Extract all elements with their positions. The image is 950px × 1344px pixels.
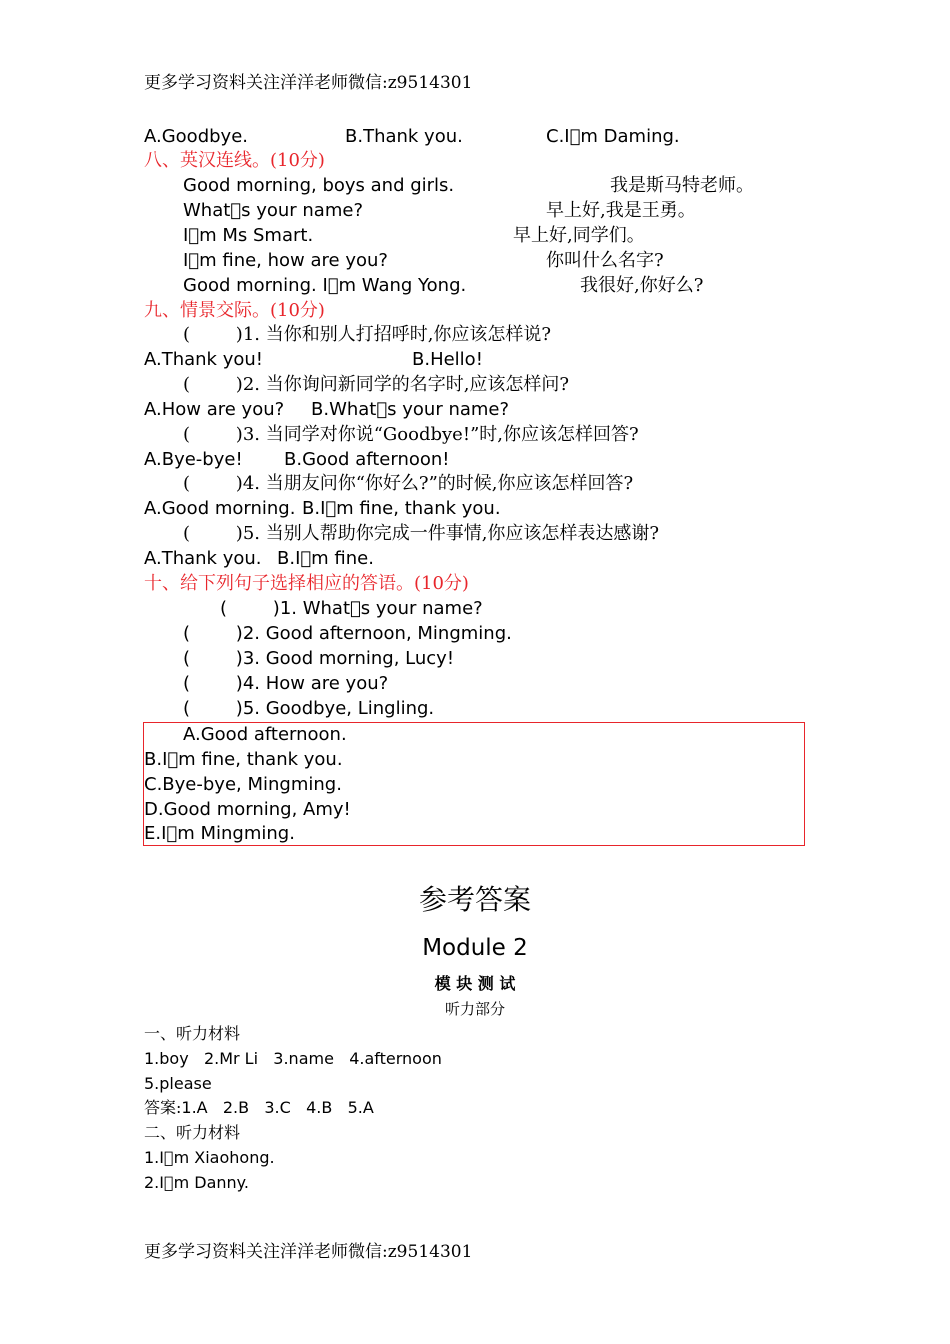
section9-q2: ( )2. 当你询问新同学的名字时,应该怎样问?	[183, 374, 570, 395]
section8-en-4: I m fine, how are you?	[183, 250, 388, 271]
section10-q3: ( )3. Good morning, Lucy!	[183, 648, 455, 669]
answer-s1-answers	[144, 1096, 374, 1120]
section10-answer-c: C.Bye-bye, Mingming.	[144, 774, 342, 795]
test-subtitle: 模 块 测 试	[434, 974, 516, 993]
section10-answer-e: E.I m Mingming.	[144, 823, 295, 844]
section9-q5: ( )5. 当别人帮助你完成一件事情,你应该怎样表达感谢?	[183, 523, 660, 544]
module-title: Module 2	[422, 935, 528, 961]
section10-answer-b: B.I m fine, thank you.	[144, 749, 343, 770]
listening-part-label: 听力部分	[444, 1000, 505, 1018]
section9-q2-option-b: B.What s your name?	[311, 399, 510, 420]
prev-option-a: A.Goodbye.	[144, 126, 248, 147]
answer-s2-label: 二、听力材料	[144, 1123, 241, 1142]
section10-q4: ( )4. How are you?	[183, 673, 389, 694]
section8-cn-3: 早上好,同学们。	[513, 225, 645, 246]
answer-s1-line2: 5.please	[144, 1074, 212, 1093]
answer-s1-answers-values: 1.A 2.B 3.C 4.B 5.A	[181, 1098, 374, 1117]
section8-cn-2: 早上好,我是王勇。	[546, 200, 696, 221]
section8-cn-5: 我很好,你好么?	[580, 275, 704, 296]
answer-s2-line2: 2.I m Danny.	[144, 1173, 249, 1192]
section10-answer-d: D.Good morning, Amy!	[144, 799, 351, 820]
prev-option-b: B.Thank you.	[345, 126, 463, 147]
section9-q3-option-a: A.Bye-bye!	[144, 449, 243, 470]
section9-q4-option-a: A.Good morning.	[144, 498, 296, 519]
answer-s1-label: 一、听力材料	[144, 1024, 241, 1043]
footer-note: 更多学习资料关注洋洋老师微信:z9514301	[144, 1242, 473, 1262]
section10-q5: ( )5. Goodbye, Lingling.	[183, 698, 435, 719]
answer-s1-answers-label: 答案:	[144, 1098, 182, 1117]
section9-q5-option-a: A.Thank you.	[144, 548, 262, 569]
section9-q4: ( )4. 当朋友问你“你好么?”的时候,你应该怎样回答?	[183, 473, 634, 494]
section10-q2: ( )2. Good afternoon, Mingming.	[183, 623, 512, 644]
section8-cn-1: 我是斯马特老师。	[610, 175, 754, 196]
section9-title: 九、情景交际。(10分)	[144, 300, 325, 321]
section10-q1: ( )1. What s your name?	[220, 598, 483, 619]
section8-en-5: Good morning. I m Wang Yong.	[183, 275, 467, 296]
section9-q2-option-a: A.How are you?	[144, 399, 285, 420]
section9-q1-option-b: B.Hello!	[412, 349, 483, 370]
section10-answer-a: A.Good afternoon.	[183, 724, 347, 745]
answer-s1-line1: 1.boy 2.Mr Li 3.name 4.afternoon	[144, 1049, 442, 1068]
section9-q3: ( )3. 当同学对你说“Goodbye!”时,你应该怎样回答?	[183, 424, 639, 445]
prev-option-c: C.I m Daming.	[546, 126, 680, 147]
section10-title: 十、给下列句子选择相应的答语。(10分)	[144, 573, 469, 594]
header-note: 更多学习资料关注洋洋老师微信:z9514301	[144, 73, 473, 93]
section9-q4-option-b: B.I m fine, thank you.	[302, 498, 501, 519]
section8-en-1: Good morning, boys and girls.	[183, 175, 455, 196]
answer-key-title: 参考答案	[418, 883, 531, 916]
section9-q1: ( )1. 当你和别人打招呼时,你应该怎样说?	[183, 324, 552, 345]
section8-title: 八、英汉连线。(10分)	[144, 150, 325, 171]
answer-s2-line1: 1.I m Xiaohong.	[144, 1148, 275, 1167]
section9-q1-option-a: A.Thank you!	[144, 349, 263, 370]
section8-en-3: I m Ms Smart.	[183, 225, 314, 246]
section9-q3-option-b: B.Good afternoon!	[284, 449, 450, 470]
section9-q5-option-b: B.I m fine.	[277, 548, 374, 569]
section8-cn-4: 你叫什么名字?	[546, 250, 664, 271]
section8-en-2: What s your name?	[183, 200, 363, 221]
